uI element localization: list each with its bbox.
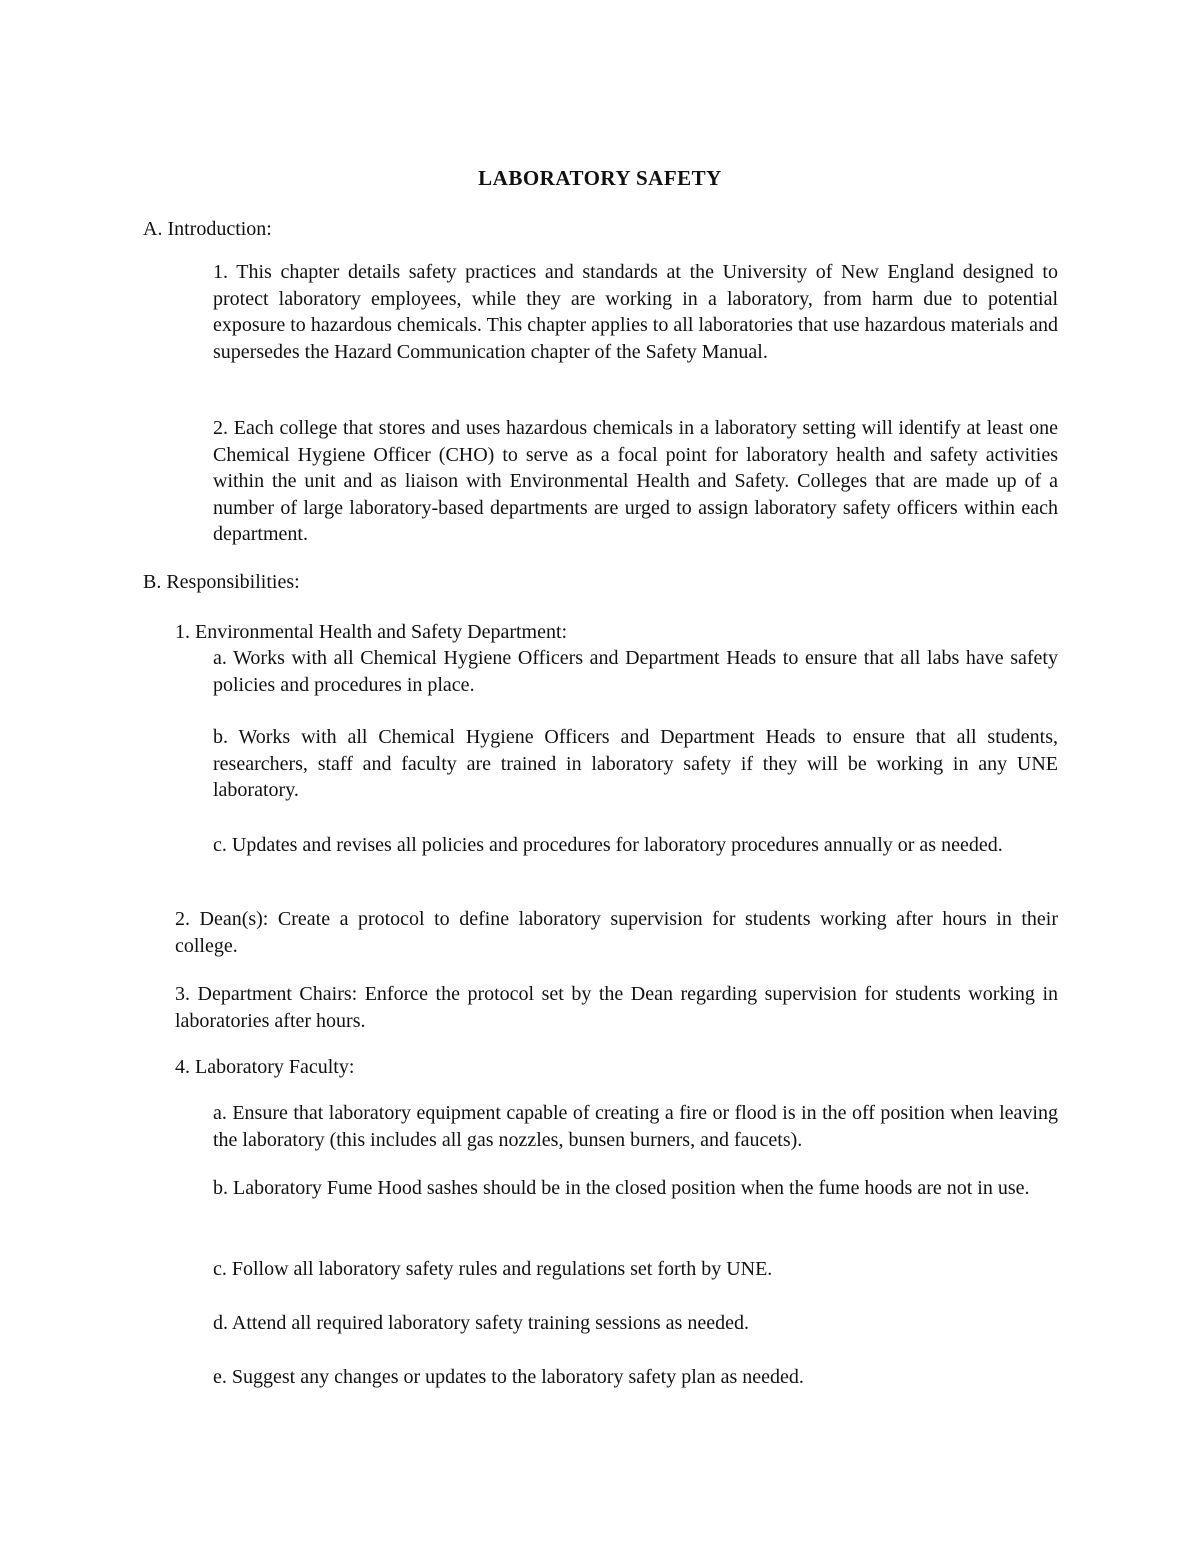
responsibility-4a: a. Ensure that laboratory equipment capable of creating a fire or flood is in the off position when leaving the laboratory (this includes all gas nozzles, bunsen burners, and faucets).: [213, 1102, 1058, 1151]
section-b-heading: B. Responsibilities:: [143, 571, 300, 593]
intro-paragraph-1: 1. This chapter details safety practices and standards at the University of New England designed to protect laboratory employees, while they are working in a laboratory, from harm due to potential exposure to hazardous chemicals. This chapter applies to all laboratories that use hazardous materials and supersedes the Hazard Communication chapter of the Safety Manual.: [213, 261, 1058, 363]
responsibility-4e: e. Suggest any changes or updates to the laboratory safety plan as needed.: [213, 1366, 804, 1388]
responsibility-1a: a. Works with all Chemical Hygiene Officers and Department Heads to ensure that all labs have safety policies and procedures in place.: [213, 647, 1058, 696]
responsibility-1b: b. Works with all Chemical Hygiene Officers and Department Heads to ensure that all students, researchers, staff and faculty are trained in laboratory safety if they will be working in any UNE laboratory.: [213, 726, 1058, 801]
page-title: LABORATORY SAFETY: [478, 166, 722, 190]
responsibility-4b: b. Laboratory Fume Hood sashes should be in the closed position when the fume hoods are not in use.: [213, 1177, 1030, 1199]
responsibility-3: 3. Department Chairs: Enforce the protocol set by the Dean regarding supervision for students working in laboratories after hours.: [175, 983, 1058, 1032]
responsibility-4-heading: 4. Laboratory Faculty:: [175, 1056, 355, 1078]
section-a-heading: A. Introduction:: [143, 218, 272, 240]
responsibility-2: 2. Dean(s): Create a protocol to define laboratory supervision for students working after hours in their college.: [175, 908, 1058, 957]
responsibility-1c: c. Updates and revises all policies and procedures for laboratory procedures annually or as needed.: [213, 834, 1003, 856]
intro-paragraph-2: 2. Each college that stores and uses hazardous chemicals in a laboratory setting will identify at least one Chemical Hygiene Officer (CHO) to serve as a focal point for laboratory health and safety activities within the unit and as liaison with Environmental Health and Safety. Colleges that are made up of a number of large laboratory-based departments are urged to assign laboratory safety officers within each department.: [213, 417, 1058, 545]
responsibility-4d: d. Attend all required laboratory safety training sessions as needed.: [213, 1312, 749, 1334]
responsibility-4c: c. Follow all laboratory safety rules and regulations set forth by UNE.: [213, 1258, 773, 1280]
responsibility-1-heading: 1. Environmental Health and Safety Department:: [175, 621, 568, 643]
